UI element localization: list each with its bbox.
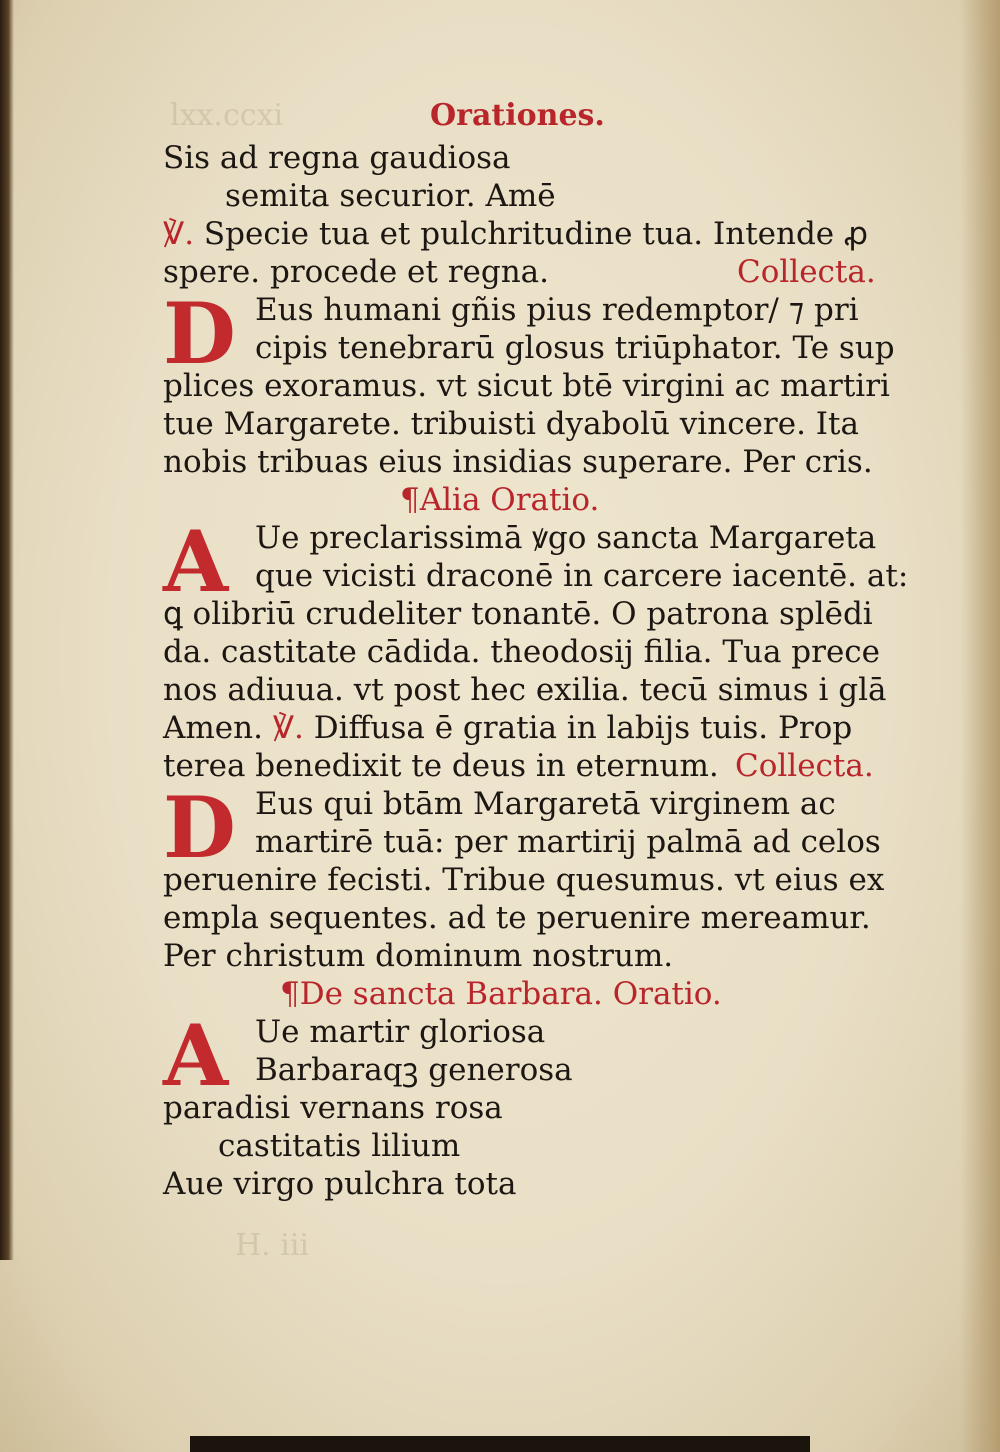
verse-line: castitatis lilium (218, 1128, 461, 1164)
red-initial: A (163, 1006, 229, 1105)
section-heading (400, 482, 599, 518)
text-line: nobis tribuas eius insidias superare. Per cris. (163, 444, 873, 480)
text-line (163, 216, 868, 252)
scan-edge-bar (190, 1436, 810, 1452)
paragraph-mark: ¶ (280, 976, 300, 1012)
text-line: nos adiuua. vt post hec exilia. tecū simus i glā (163, 672, 887, 708)
section-heading (280, 976, 722, 1012)
ghost-signature: H. iii (235, 1228, 310, 1263)
rubric-collecta: Collecta. (735, 748, 874, 784)
text-line: peruenire fecisti. Tribue quesumus. vt eius ex (163, 862, 885, 898)
text-line: da. castitate cādida. theodosij filia. Tua prece (163, 634, 881, 670)
paragraph-mark: ¶ (400, 482, 420, 518)
text-line: tue Margarete. tribuisti dyabolū vincere. Ita (163, 406, 859, 442)
text-line: Eus qui btām Margaretā virginem ac (255, 786, 836, 822)
verse-line: Ue martir gloriosa (255, 1014, 546, 1050)
text-line: Per christum dominum nostrum. (163, 938, 674, 974)
red-initial: D (163, 778, 236, 877)
text-line: plices exoramus. vt sicut btē virgini ac martiri (163, 368, 890, 404)
text-line-body: Amen. (163, 710, 263, 746)
text-line: Sis ad regna gaudiosa (163, 140, 511, 176)
text-line: cipis tenebrarū glosus triūphator. Te sup (255, 330, 895, 366)
red-initial: D (163, 284, 236, 383)
text-block (163, 0, 923, 1300)
text-line: Ue preclarissimā ꝟgo sancta Margareta (255, 520, 877, 556)
verse-line: paradisi vernans rosa (163, 1090, 503, 1126)
heading-text: Alia Oratio. (419, 482, 600, 518)
text-line-body: spere. procede et regna. (163, 254, 550, 290)
verse-line: Aue virgo pulchra tota (163, 1166, 517, 1202)
ghost-folio-number: lxx.ccxi (170, 98, 284, 133)
page-binding-shadow (0, 0, 14, 1260)
rubric-collecta: Collecta. (737, 254, 876, 290)
text-line: martirē tuā: per martirij palmā ad celos (255, 824, 881, 860)
text-line: Eus humani gñis pius redemptor/ ⁊ pri (255, 292, 859, 328)
text-line: empla sequentes. ad te peruenire mereamur. (163, 900, 871, 936)
text-line: terea benedixit te deus in eternum. (163, 748, 719, 784)
versicle-mark: ℣. (272, 710, 304, 746)
text-line: ꝗ olibriū crudeliter tonantē. O patrona splēdi (163, 596, 873, 632)
verse-line: Barbaraqꝫ generosa (255, 1052, 573, 1088)
versicle-mark: ℣. (163, 216, 195, 252)
text-line-body: Specie tua et pulchritudine tua. Intende ꝓ (194, 216, 869, 252)
text-line: semita securior. Amē (225, 178, 556, 214)
text-line: que vicisti draconē in carcere iacentē. at: (255, 558, 909, 594)
running-head: Orationes. (430, 98, 605, 133)
text-line-body: Diffusa ē gratia in labijs tuis. Prop (303, 710, 853, 746)
heading-text: De sancta Barbara. Oratio. (299, 976, 722, 1012)
text-line (163, 710, 852, 746)
red-initial: A (163, 512, 229, 611)
page-edge-shadow (960, 0, 1000, 1452)
